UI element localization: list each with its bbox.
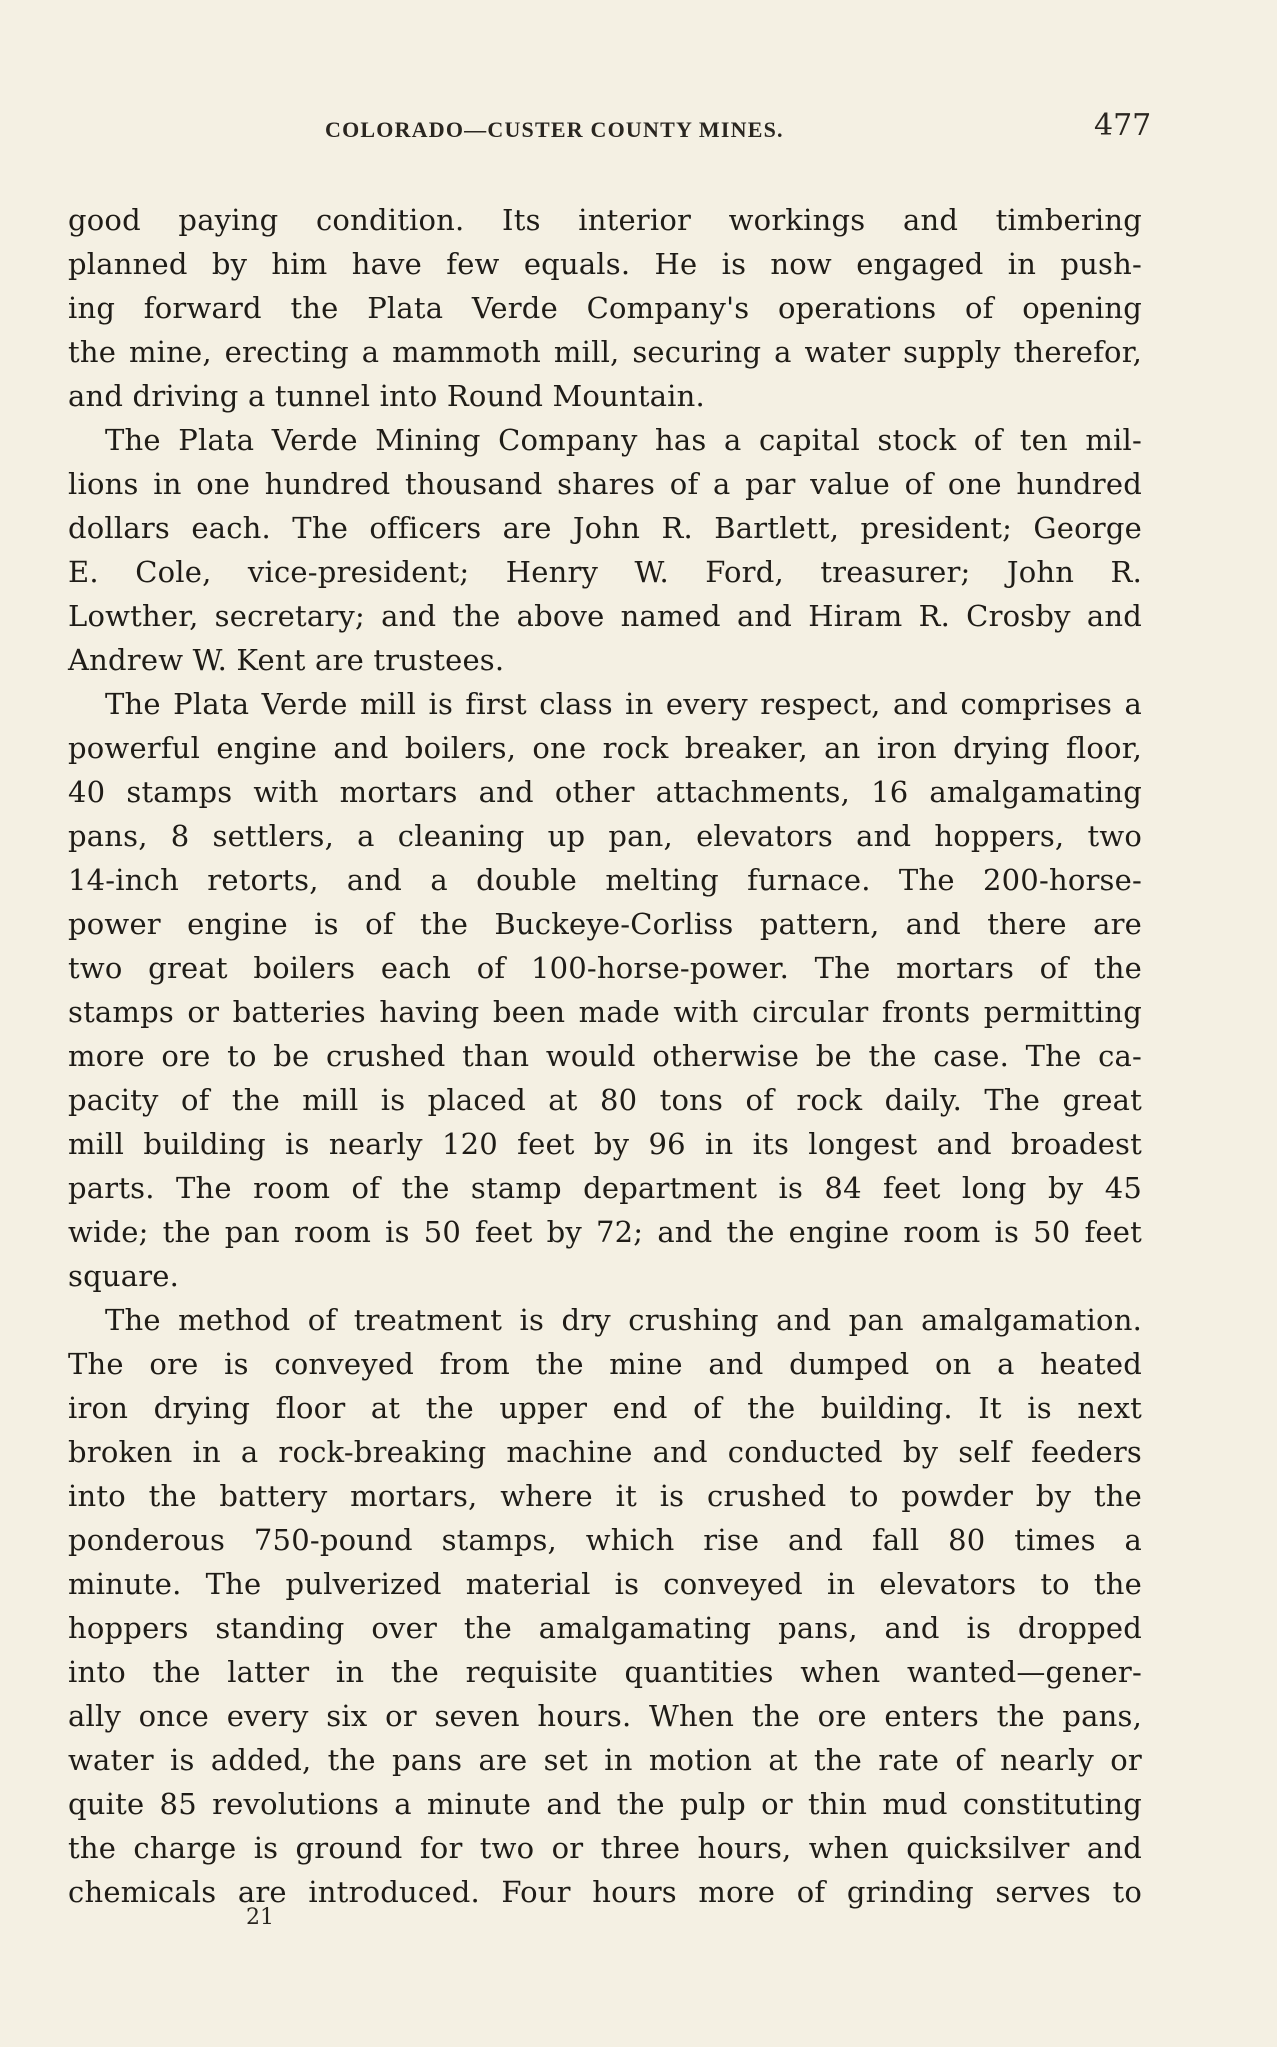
text-line: into the latter in the requisite quantities when wanted—gener-	[68, 1655, 1142, 1689]
text-line: wide; the pan room is 50 feet by 72; and the engine room is 50 feet	[68, 1215, 1142, 1249]
text-line: powerful engine and boilers, one rock breaker, an iron drying floor,	[68, 731, 1142, 765]
text-line: dollars each. The officers are John R. Bartlett, president; George	[68, 511, 1142, 545]
text-line: parts. The room of the stamp department is 84 feet long by 45	[68, 1171, 1142, 1205]
text-line: E. Cole, vice-president; Henry W. Ford, treasurer; John R.	[68, 555, 1142, 589]
text-line: Lowther, secretary; and the above named and Hiram R. Crosby and	[68, 599, 1142, 633]
text-line: chemicals are introduced. Four hours more of grinding serves to	[68, 1875, 1142, 1909]
signature-mark: 21	[246, 1905, 274, 1930]
page-number: 477	[1094, 108, 1152, 143]
text-line: ally once every six or seven hours. When the ore enters the pans,	[68, 1699, 1142, 1733]
text-line: the charge is ground for two or three hours, when quicksilver and	[68, 1831, 1142, 1865]
text-line: planned by him have few equals. He is now engaged in push-	[68, 247, 1142, 281]
text-line: ponderous 750-pound stamps, which rise and fall 80 times a	[68, 1523, 1142, 1557]
text-line: Andrew W. Kent are trustees.	[68, 643, 505, 677]
text-line: broken in a rock-breaking machine and conducted by self feeders	[68, 1435, 1142, 1469]
text-line: water is added, the pans are set in motion at the rate of nearly or	[68, 1743, 1142, 1777]
text-line: The ore is conveyed from the mine and dumped on a heated	[68, 1347, 1142, 1381]
text-line: into the battery mortars, where it is crushed to powder by the	[68, 1479, 1142, 1513]
text-line: the mine, erecting a mammoth mill, securing a water supply therefor,	[68, 335, 1142, 369]
text-line: more ore to be crushed than would otherwise be the case. The ca-	[68, 1039, 1142, 1073]
text-line: mill building is nearly 120 feet by 96 in its longest and broadest	[68, 1127, 1142, 1161]
text-line: pacity of the mill is placed at 80 tons of rock daily. The great	[68, 1083, 1142, 1117]
text-line: ing forward the Plata Verde Company's operations of opening	[68, 291, 1142, 325]
text-line: two great boilers each of 100-horse-power. The mortars of the	[68, 951, 1142, 985]
text-line: 40 stamps with mortars and other attachments, 16 amalgamating	[68, 775, 1142, 809]
text-line: pans, 8 settlers, a cleaning up pan, elevators and hoppers, two	[68, 819, 1142, 853]
paragraph-start-line: The Plata Verde mill is first class in every respect, and comprises a	[105, 687, 1142, 721]
text-line: 14-inch retorts, and a double melting furnace. The 200-horse-	[68, 863, 1142, 897]
paragraph-start-line: The method of treatment is dry crushing and pan amalgamation.	[105, 1303, 1142, 1337]
text-line: and driving a tunnel into Round Mountain.	[68, 379, 705, 413]
text-line: power engine is of the Buckeye-Corliss pattern, and there are	[68, 907, 1142, 941]
text-line: square.	[68, 1259, 180, 1293]
text-line: minute. The pulverized material is conveyed in elevators to the	[68, 1567, 1142, 1601]
text-line: hoppers standing over the amalgamating pans, and is dropped	[68, 1611, 1142, 1645]
text-line: good paying condition. Its interior workings and timbering	[68, 203, 1142, 237]
text-line: lions in one hundred thousand shares of a par value of one hundred	[68, 467, 1142, 501]
body-text	[68, 198, 1142, 1914]
text-line: iron drying floor at the upper end of the building. It is next	[68, 1391, 1142, 1425]
text-line: quite 85 revolutions a minute and the pulp or thin mud constituting	[68, 1787, 1142, 1821]
running-head: COLORADO—CUSTER COUNTY MINES.	[325, 117, 784, 142]
paragraph-start-line: The Plata Verde Mining Company has a capital stock of ten mil-	[105, 423, 1142, 457]
text-line: stamps or batteries having been made with circular fronts permitting	[68, 995, 1142, 1029]
